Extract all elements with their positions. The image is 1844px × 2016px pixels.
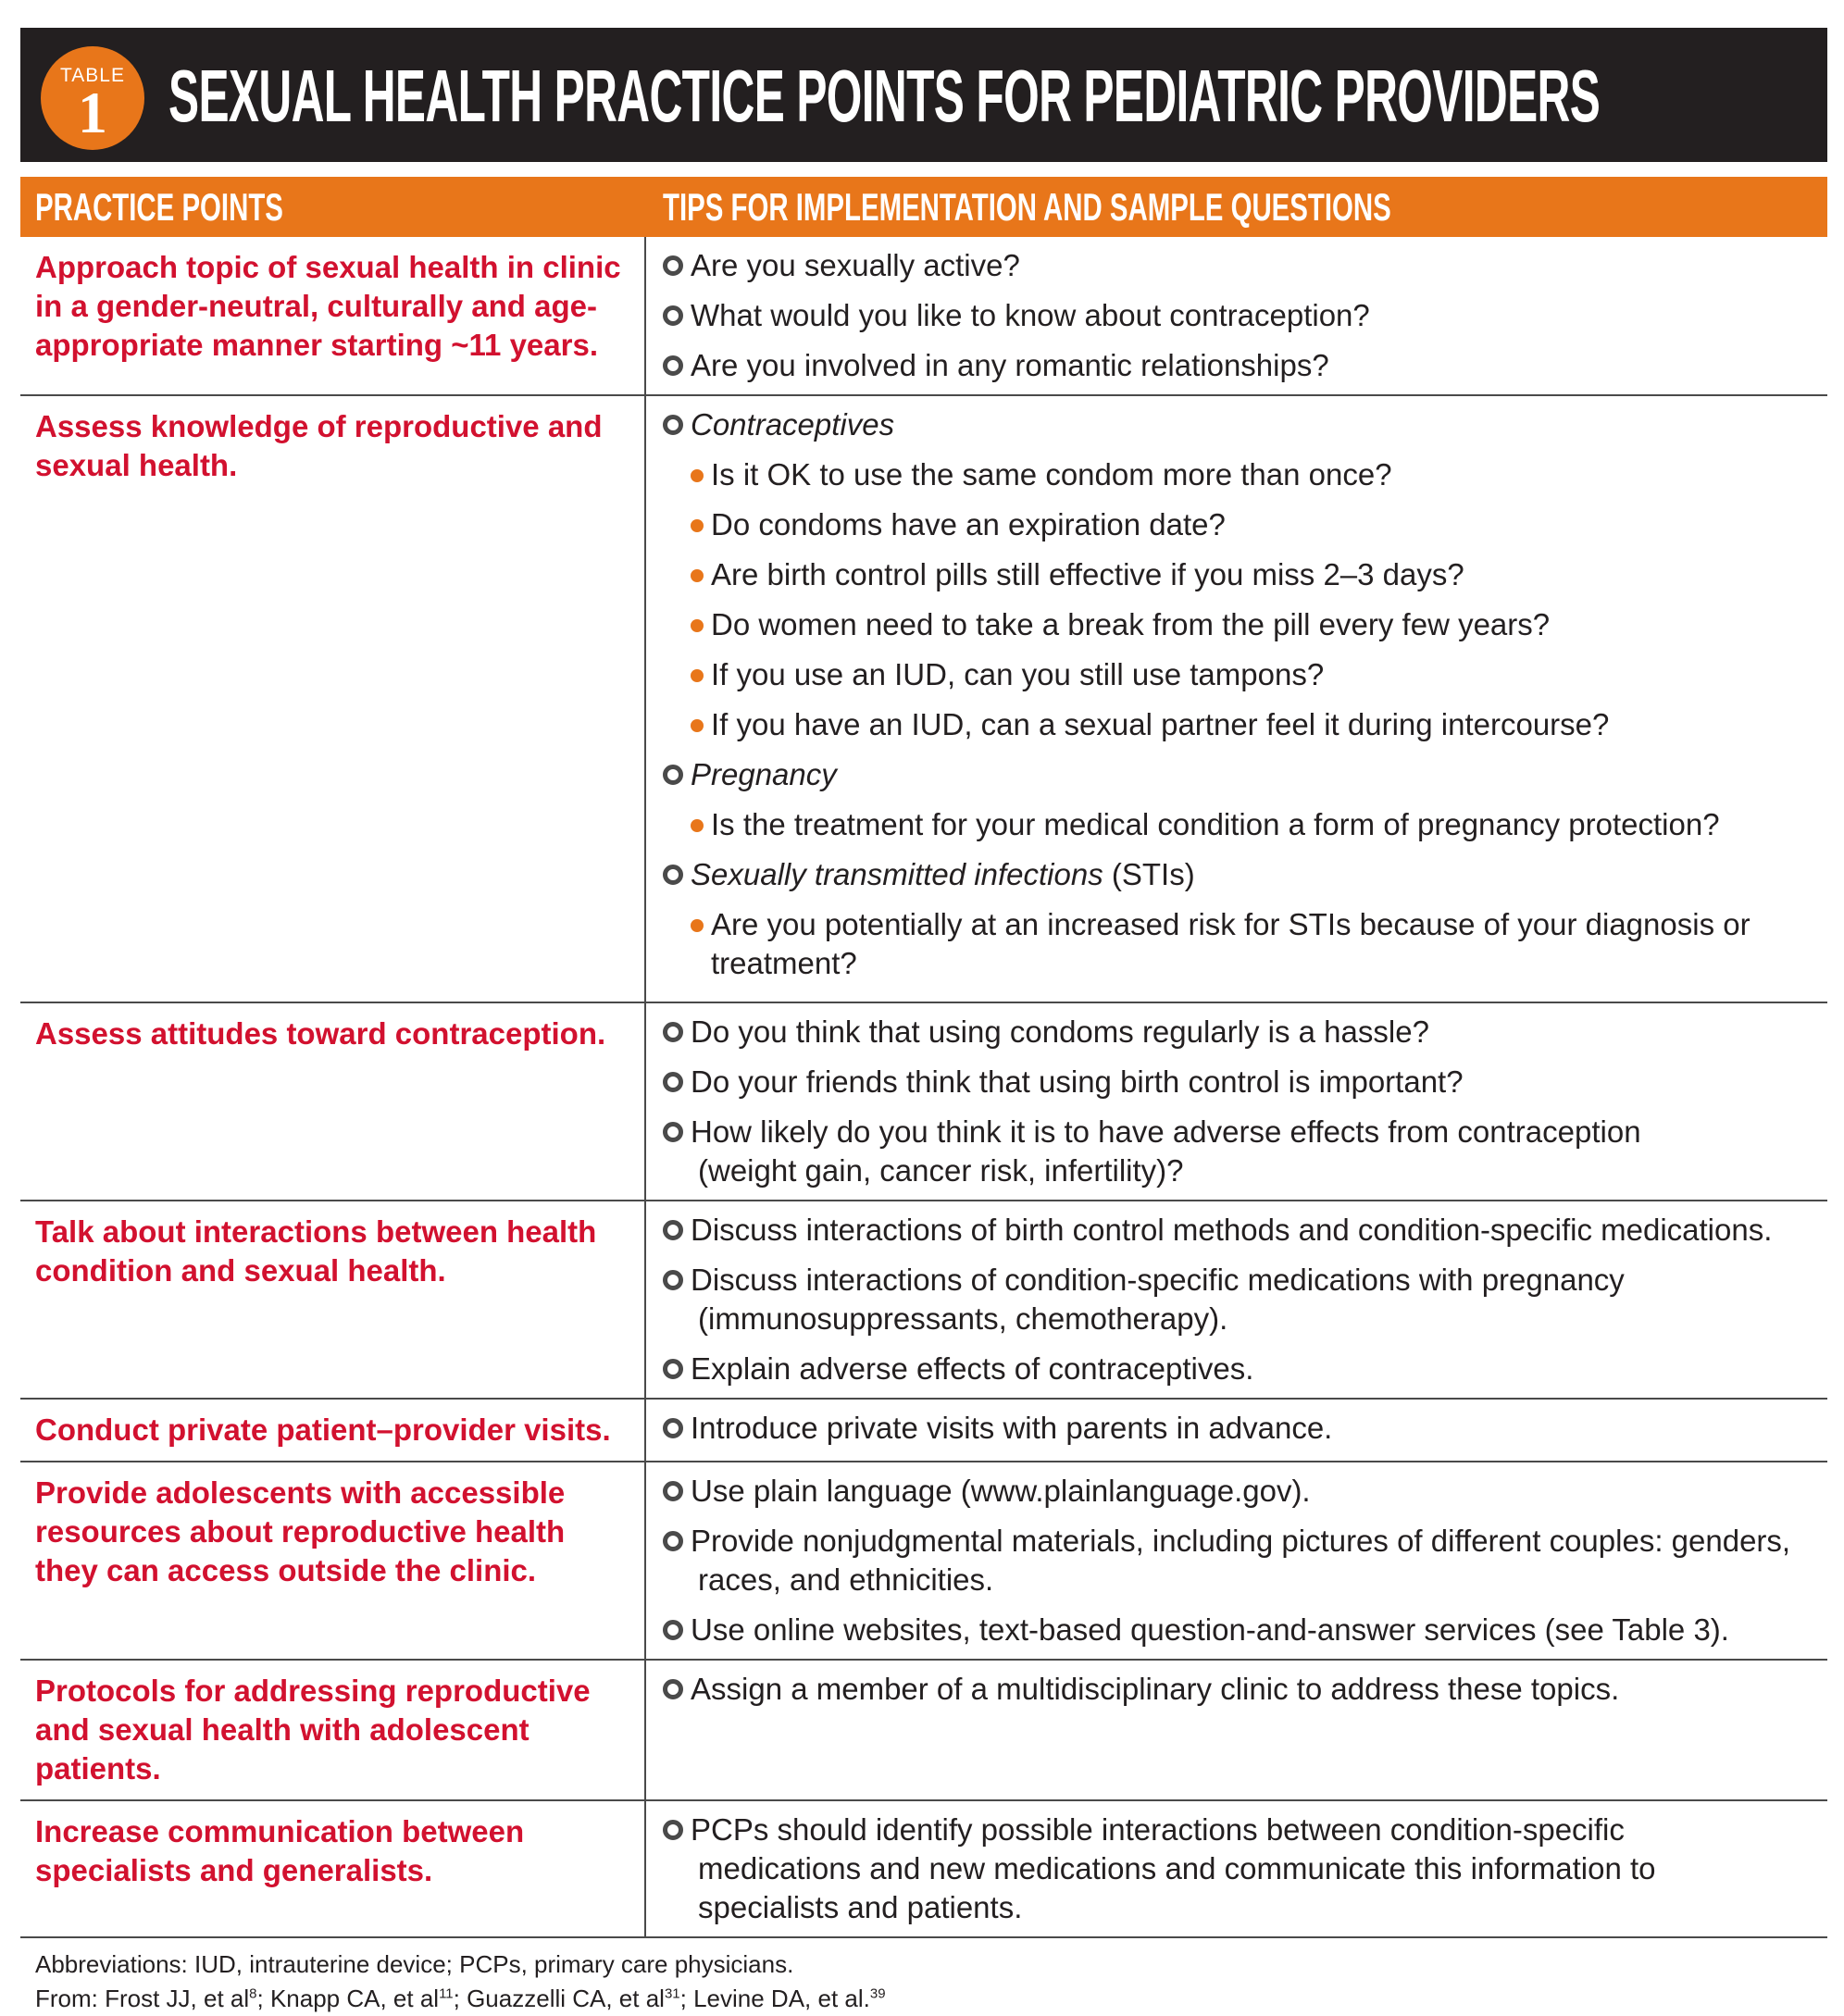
- tips-cell: [646, 1003, 1827, 1200]
- list-subitem: Is it OK to use the same condom more than once?: [663, 455, 1813, 494]
- list-item: Use online websites, text-based question-and-answer services (see Table 3).: [663, 1611, 1813, 1649]
- list-item: Are you sexually active?: [663, 246, 1813, 285]
- list-item: Assign a member of a multidisciplinary clinic to address these topics.: [663, 1670, 1813, 1709]
- ring-bullet-icon: [663, 1122, 683, 1142]
- table-footer: [20, 1936, 1827, 2016]
- source-citation: From: Frost JJ, et $al^8$; Knapp CA, et $al^{11}$; Guazzelli CA, et $al^{31}$; Levine DA, et al.$^{39}$: [35, 1985, 886, 2012]
- dot-bullet-icon: [691, 719, 704, 732]
- ring-bullet-icon: [663, 1620, 683, 1640]
- abbreviations-note: Abbreviations: IUD, intrauterine device; PCPs, primary care physicians.: [35, 1950, 794, 1978]
- column-header-tips: TIPS FOR IMPLEMENTATION AND SAMPLE QUESTIONS: [663, 185, 1391, 229]
- list-subitem: If you use an IUD, can you still use tampons?: [663, 655, 1813, 694]
- column-header-row: [20, 177, 1827, 237]
- list-subitem: Do condoms have an expiration date?: [663, 505, 1813, 544]
- badge-number: 1: [78, 80, 107, 145]
- ring-bullet-icon: [663, 1220, 683, 1240]
- list-subitem: If you have an IUD, can a sexual partner feel it during intercourse?: [663, 705, 1813, 744]
- list-subitem: Are you potentially at an increased risk for STIs because of your diagnosis or treatment?: [663, 905, 1813, 983]
- list-item: PCPs should identify possible interactions between condition-specific medications and new medications and communicate this information to specialists and patients.: [663, 1811, 1813, 1927]
- practice-point: Increase communication between specialists and generalists.: [20, 1801, 646, 1936]
- dot-bullet-icon: [691, 669, 704, 682]
- ring-bullet-icon: [663, 1418, 683, 1438]
- tips-cell: [646, 396, 1827, 1002]
- list-item: Do you think that using condoms regularly is a hassle?: [663, 1013, 1813, 1052]
- dot-bullet-icon: [691, 619, 704, 632]
- table-row: [20, 396, 1827, 1003]
- practice-point: Assess knowledge of reproductive and sexual health.: [20, 396, 646, 1002]
- list-item: Introduce private visits with parents in advance.: [663, 1409, 1813, 1448]
- badge-label: TABLE: [60, 65, 125, 86]
- table-row: [20, 1400, 1827, 1462]
- list-subitem: Do women need to take a break from the pill every few years?: [663, 605, 1813, 644]
- ring-bullet-icon: [663, 255, 683, 276]
- ring-bullet-icon: [663, 355, 683, 376]
- list-item: Discuss interactions of condition-specific medications with pregnancy (immunosuppressants, chemotherapy).: [663, 1261, 1813, 1338]
- tips-cell: [646, 1801, 1827, 1936]
- list-item: Explain adverse effects of contraceptives.: [663, 1350, 1813, 1388]
- table-row: [20, 1801, 1827, 1936]
- list-item: Discuss interactions of birth control methods and condition-specific medications.: [663, 1211, 1813, 1250]
- list-item: Provide nonjudgmental materials, including pictures of different couples: genders, races, and ethnicities.: [663, 1522, 1813, 1599]
- table-title: SEXUAL HEALTH PRACTICE POINTS FOR PEDIATRIC PROVIDERS: [168, 55, 1601, 137]
- dot-bullet-icon: [691, 519, 704, 532]
- ring-bullet-icon: [663, 865, 683, 885]
- ring-bullet-icon: [663, 1481, 683, 1501]
- tips-cell: [646, 237, 1827, 394]
- practice-point: Protocols for addressing reproductive and sexual health with adolescent patients.: [20, 1661, 646, 1799]
- ring-bullet-icon: [663, 1270, 683, 1290]
- ring-bullet-icon: [663, 765, 683, 785]
- table-badge: [41, 46, 144, 150]
- list-item: Do your friends think that using birth control is important?: [663, 1063, 1813, 1101]
- list-heading: Pregnancy: [663, 755, 1813, 794]
- list-subitem: Are birth control pills still effective if you miss 2–3 days?: [663, 555, 1813, 594]
- list-item: What would you like to know about contraception?: [663, 296, 1813, 335]
- practice-point: Assess attitudes toward contraception.: [20, 1003, 646, 1200]
- practice-point: Conduct private patient–provider visits.: [20, 1400, 646, 1461]
- practice-point: Approach topic of sexual health in clinic in a gender-neutral, culturally and age-appropriate manner starting ~11 years.: [20, 237, 646, 394]
- table-row: [20, 1003, 1827, 1201]
- ring-bullet-icon: [663, 1072, 683, 1092]
- dot-bullet-icon: [691, 569, 704, 582]
- list-item: Use plain language (www.plainlanguage.gov).: [663, 1472, 1813, 1511]
- ring-bullet-icon: [663, 1359, 683, 1379]
- ring-bullet-icon: [663, 1679, 683, 1699]
- list-heading: Contraceptives: [663, 405, 1813, 444]
- tips-cell: [646, 1462, 1827, 1659]
- tips-cell: [646, 1201, 1827, 1398]
- column-header-practice-points: PRACTICE POINTS: [35, 185, 283, 229]
- table-row: [20, 1201, 1827, 1400]
- practice-point: Talk about interactions between health condition and sexual health.: [20, 1201, 646, 1398]
- ring-bullet-icon: [663, 415, 683, 435]
- ring-bullet-icon: [663, 1531, 683, 1551]
- dot-bullet-icon: [691, 919, 704, 932]
- list-subitem: Is the treatment for your medical condition a form of pregnancy protection?: [663, 805, 1813, 844]
- table-row: [20, 1462, 1827, 1661]
- tips-cell: [646, 1661, 1827, 1799]
- title-bar: [20, 28, 1827, 162]
- table-page: [20, 28, 1827, 2016]
- ring-bullet-icon: [663, 1022, 683, 1042]
- list-item: How likely do you think it is to have adverse effects from contraception (weight gain, cancer risk, infertility)?: [663, 1113, 1813, 1190]
- practice-point: Provide adolescents with accessible resources about reproductive health they can access outside the clinic.: [20, 1462, 646, 1659]
- ring-bullet-icon: [663, 305, 683, 326]
- ring-bullet-icon: [663, 1820, 683, 1840]
- dot-bullet-icon: [691, 819, 704, 832]
- list-item: Are you involved in any romantic relationships?: [663, 346, 1813, 385]
- table-row: [20, 237, 1827, 396]
- tips-cell: [646, 1400, 1827, 1461]
- dot-bullet-icon: [691, 469, 704, 482]
- table-row: [20, 1661, 1827, 1801]
- list-heading: Sexually transmitted infections (STIs): [663, 855, 1813, 894]
